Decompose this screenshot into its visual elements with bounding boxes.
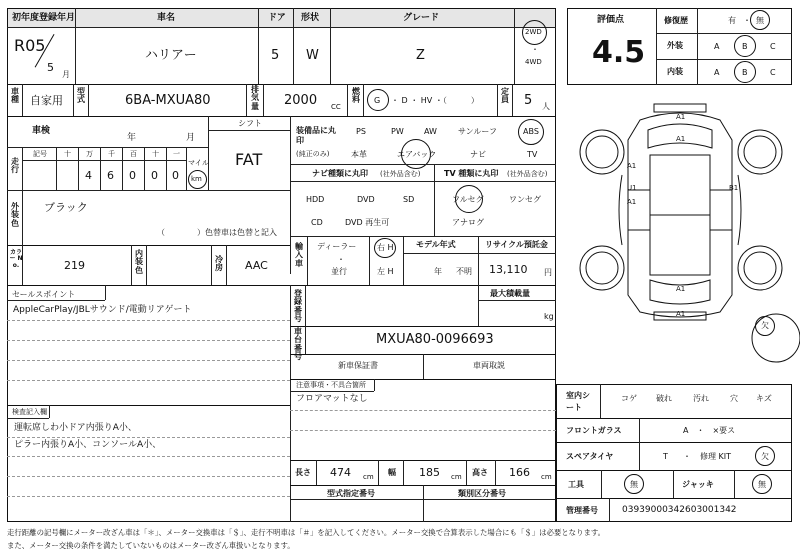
handle-right: 右 H [377, 243, 394, 252]
windshield-label: フロントガラス [566, 426, 622, 435]
model-year-year: 年 [434, 267, 442, 276]
vehicle-class: 自家用 [30, 94, 63, 107]
equip-aw: AW [424, 127, 437, 136]
mileage-unit-1: 万 [86, 150, 93, 158]
capacity-unit: 人 [542, 102, 550, 111]
shift-label: シフト [238, 119, 262, 128]
navi-cd: CD [311, 218, 323, 227]
length-label: 長さ [295, 468, 311, 477]
jack-value: 無 [758, 480, 766, 489]
first-reg-month-unit: 月 [62, 70, 70, 79]
recycle-label: リサイクル預託金 [485, 240, 548, 249]
repair-no: 無 [756, 16, 764, 25]
interior-color-label: 内装色 [135, 249, 143, 275]
seat-yabure: 破れ [656, 394, 672, 403]
inspection-notes-label: 検査記入欄 [12, 408, 47, 416]
fuel-g: G [374, 96, 381, 105]
displacement-unit: CC [331, 103, 341, 111]
width-label: 幅 [388, 468, 396, 477]
diagram-mark-spare: 欠 [761, 321, 769, 330]
equip-airbag: エアバック [397, 150, 437, 159]
interior-grade-label: 内装 [667, 67, 683, 76]
mileage-unit-3: 百 [130, 150, 137, 158]
warranty-new: 新車保証書 [338, 361, 378, 370]
aircon: AAC [245, 259, 268, 272]
sales-point-label: セールスポイント [12, 290, 76, 299]
width: 185 [419, 466, 440, 479]
grade: Z [416, 48, 425, 63]
diagram-mark-front: A1 [676, 113, 686, 121]
import-parallel: 並行 [331, 267, 347, 276]
diagram-mark-rear-1: A1 [676, 285, 686, 293]
tv-sub: (社外品含む) [507, 170, 548, 178]
seat-kizu: キズ [756, 394, 772, 403]
fuel-rest: ・ D ・ HV ・（ ） [391, 96, 479, 105]
mileage-label: 走行 [11, 157, 19, 175]
tools-value: 無 [630, 480, 638, 489]
shift-value: FAT [235, 150, 263, 169]
mileage-digit-3: 0 [151, 169, 158, 182]
capacity: 5 [524, 93, 533, 108]
repair-yes: 有 [728, 16, 736, 25]
first-reg-label: 初年度登録年月 [12, 13, 76, 23]
model-year-unknown: 不明 [456, 267, 472, 276]
doors: 5 [271, 48, 280, 63]
model-year-label: モデル年式 [416, 240, 456, 249]
color-no: 219 [64, 259, 85, 272]
tv-label: TV 種類に丸印 [444, 169, 499, 178]
windshield-value: A ・ ×要ス [683, 426, 736, 435]
diagram-mark-right: B1 [729, 184, 739, 192]
class-number-label: 類別区分番号 [458, 489, 506, 498]
mileage-km: km [191, 175, 202, 183]
length: 474 [330, 466, 351, 479]
tv-fullseg: フルセグ [452, 195, 484, 204]
equipment-label: 装備品に丸印 [296, 126, 336, 146]
notes-label: 注意事項・不具合箇所 [296, 381, 366, 389]
repair-dot: ・ [743, 16, 751, 25]
diagram-mark-rear-2: A1 [676, 310, 686, 318]
equip-sunroof: サンルーフ [458, 127, 497, 136]
diagram-mark-hood: A1 [676, 135, 686, 143]
height: 166 [509, 466, 530, 479]
exterior-color: ブラック [44, 201, 88, 214]
mileage-unit-2: 千 [108, 150, 115, 158]
mileage-digit-1: 6 [107, 169, 114, 182]
tv-oneseg: ワンセグ [509, 195, 541, 204]
navi-sub: (社外品含む) [380, 170, 421, 178]
first-reg-year: R05 [14, 36, 46, 55]
handle-left: 左 H [377, 267, 394, 276]
interior-grade-c: C [770, 68, 776, 77]
max-load-label: 最大積載量 [490, 289, 530, 298]
inspection-month: 月 [186, 133, 196, 143]
type-designation-label: 型式指定番号 [327, 489, 375, 498]
exterior-color-label: 外装色 [11, 202, 19, 228]
mileage-mark-label: 記号 [33, 150, 47, 158]
seat-koge: コゲ [621, 394, 637, 403]
displacement: 2000 [284, 93, 318, 108]
mileage-digit-2: 0 [129, 169, 136, 182]
equip-abs: ABS [523, 127, 539, 136]
model-label: 型式 [77, 87, 85, 105]
height-unit: cm [541, 473, 552, 481]
navi-sd: SD [403, 195, 415, 204]
color-no-label: カラー No. [9, 249, 23, 269]
diagram-mark-left-front: A1 [627, 162, 637, 170]
sales-point-text: AppleCarPlay/JBLサウンド/電動リアゲート [13, 305, 192, 315]
shape: W [306, 48, 319, 63]
vehicle-class-label: 車種 [11, 87, 19, 105]
mileage-unit-5: 一 [173, 150, 180, 158]
spare-kit: 修理 KIT [700, 452, 732, 461]
recycle-value: 13,110 [489, 263, 528, 276]
mgmt-label: 管理番号 [566, 506, 598, 515]
car-name: ハリアー [145, 48, 197, 63]
exterior-grade-b: B [742, 42, 748, 51]
score-label: 評価点 [597, 15, 625, 25]
warranty-manual: 車両取説 [473, 361, 505, 370]
displacement-label: 排気量 [251, 85, 259, 111]
mileage-digit-4: 0 [172, 169, 179, 182]
seat-label: 室内シート [566, 391, 590, 412]
recycle-unit: 円 [544, 268, 552, 277]
exterior-grade-a: A [714, 42, 720, 51]
exterior-grade-c: C [770, 42, 776, 51]
shape-label: 形状 [301, 13, 320, 23]
interior-grade-b: B [742, 68, 748, 77]
height-label: 高さ [472, 468, 488, 477]
chassis-value: MXUA80-0096693 [376, 332, 494, 347]
import-dealer: ディーラー [317, 242, 357, 251]
navi-dvd: DVD [357, 195, 375, 204]
spare-t: T [663, 452, 668, 461]
tools-label: 工具 [568, 480, 584, 489]
repair-label: 修復歴 [664, 16, 688, 25]
notes-text: フロアマットなし [296, 394, 368, 404]
equip-leather: 本革 [351, 150, 367, 159]
inspection-label: 車検 [32, 126, 51, 136]
interior-grade-a: A [714, 68, 720, 77]
inspection-note-2: ピラー内張りA小、コンソールA小、 [14, 440, 162, 450]
first-reg-month: 5 [47, 61, 54, 74]
navi-hdd: HDD [306, 195, 325, 204]
mileage-unit-0: 十 [64, 150, 71, 158]
jack-label: ジャッキ [682, 480, 714, 489]
model: 6BA-MXUA80 [125, 93, 211, 108]
exterior-grade-label: 外装 [667, 41, 683, 50]
chassis-label: 車台番号 [294, 327, 302, 362]
reg-no-label: 登録番号 [294, 289, 302, 324]
footer-line-1: 走行距離の記号欄にメーター改ざん車は「＊」、メーター交換車は「＄」、走行不明車は「＃」を記入してください。メーター交換で合算表示した場合にも「＄」は必要となります。 [7, 528, 606, 537]
equip-tv: TV [527, 150, 538, 159]
equip-ps: PS [356, 127, 366, 136]
aircon-label: 冷房 [215, 255, 223, 273]
car-name-label: 車名 [157, 13, 176, 23]
exterior-color-note: （ ）色替車は色替と記入 [157, 228, 277, 237]
drive-dot: ・ [531, 45, 539, 54]
import-label: 輸入車 [295, 242, 303, 268]
door-label: ドア [268, 13, 286, 23]
seat-ana: 穴 [730, 394, 738, 403]
mileage-unit-4: 十 [152, 150, 159, 158]
mileage-unit-mile: マイル [188, 159, 209, 167]
navi-dvd-play: DVD 再生可 [345, 218, 390, 227]
grade-label: グレード [403, 13, 440, 23]
spare-label: スペアタイヤ [566, 452, 614, 461]
fuel-label: 燃料 [352, 87, 360, 105]
diagram-mark-left-mid: U1 [627, 184, 637, 192]
seat-yogore: 汚れ [693, 394, 709, 403]
diagram-mark-left-rear: A1 [627, 198, 637, 206]
inspection-year: 年 [127, 133, 137, 143]
navi-label: ナビ種類に丸印 [312, 169, 368, 178]
inspection-note-1: 運転席しわ小ドア内張りA小、 [14, 423, 137, 433]
drive-4wd: 4WD [525, 58, 542, 66]
mileage-digit-0: 4 [85, 169, 92, 182]
tv-analog: アナログ [452, 218, 484, 227]
drive-2wd: 2WD [525, 28, 542, 36]
score-value: 4.5 [592, 35, 646, 70]
footer-line-2: また、メーター交換の条件を満たしていないものはメーター改ざん車扱いとなります。 [7, 541, 295, 550]
width-unit: cm [451, 473, 462, 481]
equip-navi: ナビ [470, 150, 486, 159]
equipment-sub: (純正のみ) [296, 150, 330, 158]
spare-dot: ・ [683, 452, 691, 461]
equip-pw: PW [391, 127, 404, 136]
mgmt-value: 03939000342603001342 [622, 505, 737, 515]
capacity-label: 定員 [501, 87, 509, 105]
import-dot: ・ [337, 255, 345, 264]
max-load-unit: kg [544, 312, 554, 321]
length-unit: cm [363, 473, 374, 481]
spare-ketsu: 欠 [761, 452, 769, 461]
